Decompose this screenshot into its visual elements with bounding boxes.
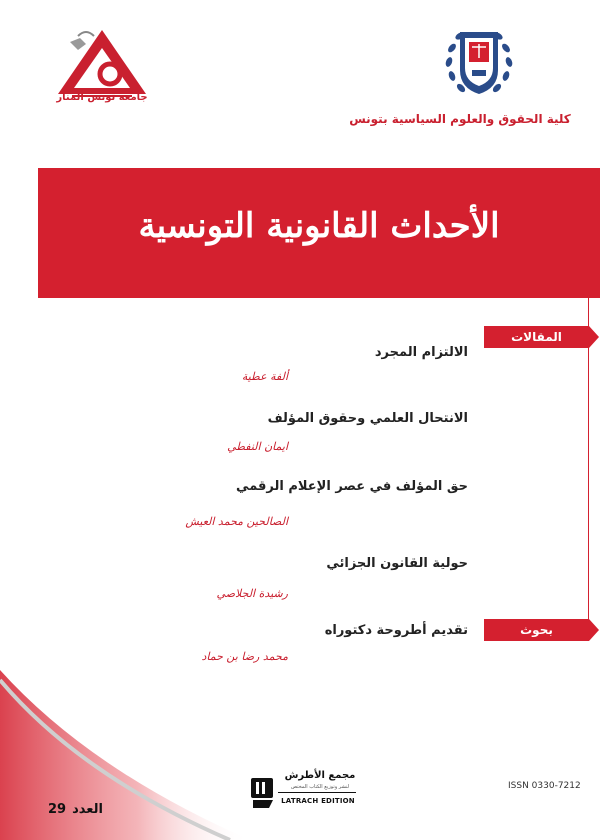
article-author: ايمان النفطي [227, 440, 288, 453]
issue-label: العدد [72, 802, 103, 817]
issue-number [48, 802, 103, 817]
article-title: الانتحال العلمي وحقوق المؤلف [267, 411, 468, 426]
issue-value: 29 [48, 802, 67, 817]
section-research-tab: بحوث [484, 619, 589, 641]
article-title: تقديم أطروحة دكتوراه [324, 623, 468, 638]
article-title: الالتزام المجرد [374, 345, 468, 360]
article-item [68, 623, 468, 638]
corner-decoration [0, 660, 260, 840]
article-item [68, 556, 468, 571]
faculty-emblem [436, 18, 522, 104]
university-name: جامعة تونس المنار [56, 92, 148, 103]
publisher-name-en: LATRACH EDITION [281, 797, 355, 805]
article-title: حولية القانون الجزائي [326, 556, 468, 571]
issn-number: ISSN 0330-7212 [508, 781, 581, 791]
title-banner [38, 168, 600, 298]
university-logo [52, 22, 152, 122]
article-item [68, 345, 468, 360]
publisher-name-ar: مجمع الأطرش [284, 770, 356, 781]
article-title: حق المؤلف في عصر الإعلام الرقمي [236, 479, 468, 494]
article-item [68, 479, 468, 494]
article-item [68, 411, 468, 426]
article-author: محمد رضا بن حماد [201, 650, 288, 663]
section-articles-tab: المقالات [484, 326, 589, 348]
article-author: الصالحين محمد العيش [185, 515, 288, 528]
article-author: ألفة عطية [241, 370, 288, 383]
publisher-subtitle-ar: لنشر وتوزيع الكتاب المختص [291, 784, 349, 790]
faculty-name: كلية الحقوق والعلوم السياسية بتونس [349, 112, 571, 126]
journal-title: الأحداث القانونية التونسية [138, 206, 500, 246]
article-author: رشيدة الجلاصي [216, 587, 288, 600]
